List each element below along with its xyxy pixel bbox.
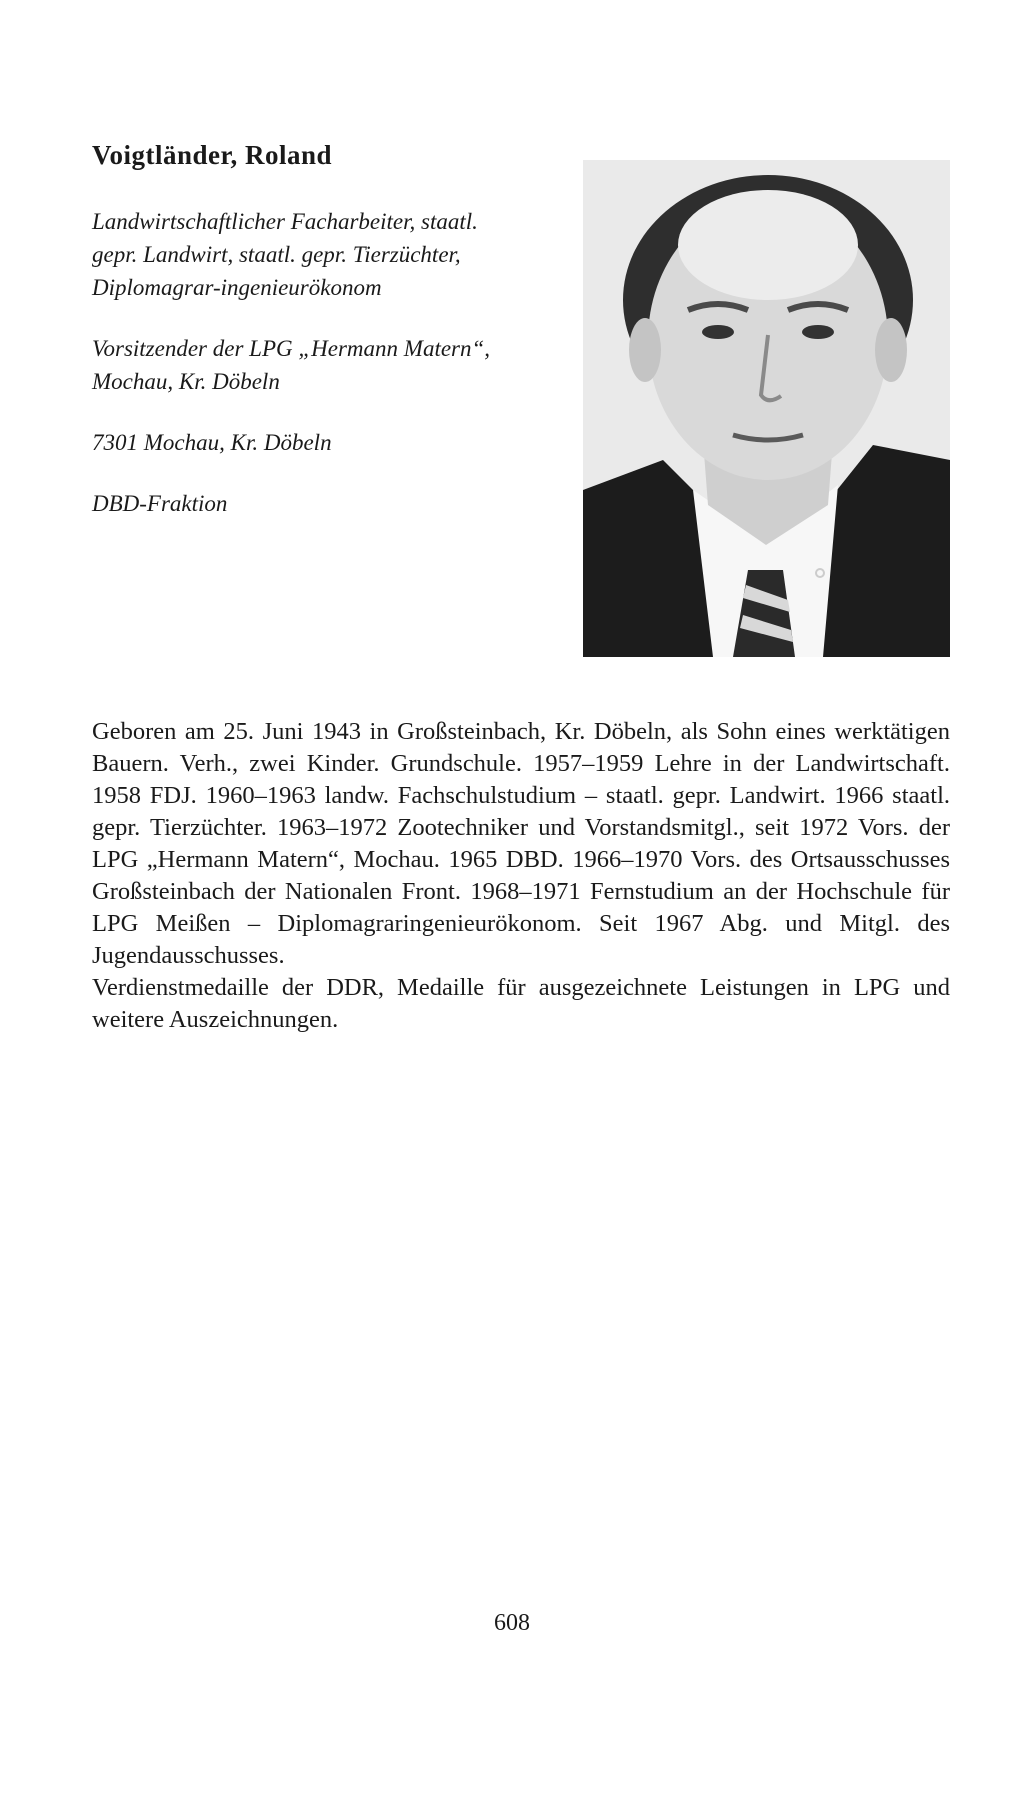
- biography-text: [92, 716, 950, 1036]
- portrait-illustration: [583, 160, 950, 657]
- page-number: 608: [494, 1610, 530, 1636]
- person-details: [92, 205, 492, 548]
- position: Vorsitzender der LPG „Hermann Matern“, Mochau, Kr. Döbeln: [92, 336, 491, 394]
- faction: DBD-Fraktion: [92, 491, 228, 516]
- biography-paragraph: Geboren am 25. Juni 1943 in Großsteinbach, Kr. Döbeln, als Sohn eines werktätigen Bauern. Verh., zwei Kinder. Grundschule. 1957–1959 Lehre in der Landwirtschaft. 1958 FDJ. 1960–1963 landw. Fachschulstudium – staatl. gepr. Landwirt. 1966 staatl. gepr. Tierzüchter. 1963–1972 Zootechniker und Vorstandsmitgl., seit 1972 Vors. der LPG „Hermann Matern“, Mochau. 1965 DBD. 1966–1970 Vors. des Ortsausschusses Großsteinbach der Nationalen Front. 1968–1971 Fernstudium an der Hochschule für LPG Meißen – Diplomagraringenieurökonom. Seit 1967 Abg. und Mitgl. des Jugendausschusses.: [92, 718, 950, 969]
- qualifications: Landwirtschaftlicher Facharbeiter, staatl. gepr. Landwirt, staatl. gepr. Tierzüchter, Diplomagrar-ingenieurökonom: [92, 209, 478, 300]
- awards-paragraph: Verdienstmedaille der DDR, Medaille für ausgezeichnete Leistungen in LPG und weitere Auszeichnungen.: [92, 974, 950, 1033]
- portrait-photo: [583, 160, 950, 657]
- person-name: Voigtländer, Roland: [92, 140, 333, 170]
- address: 7301 Mochau, Kr. Döbeln: [92, 430, 332, 455]
